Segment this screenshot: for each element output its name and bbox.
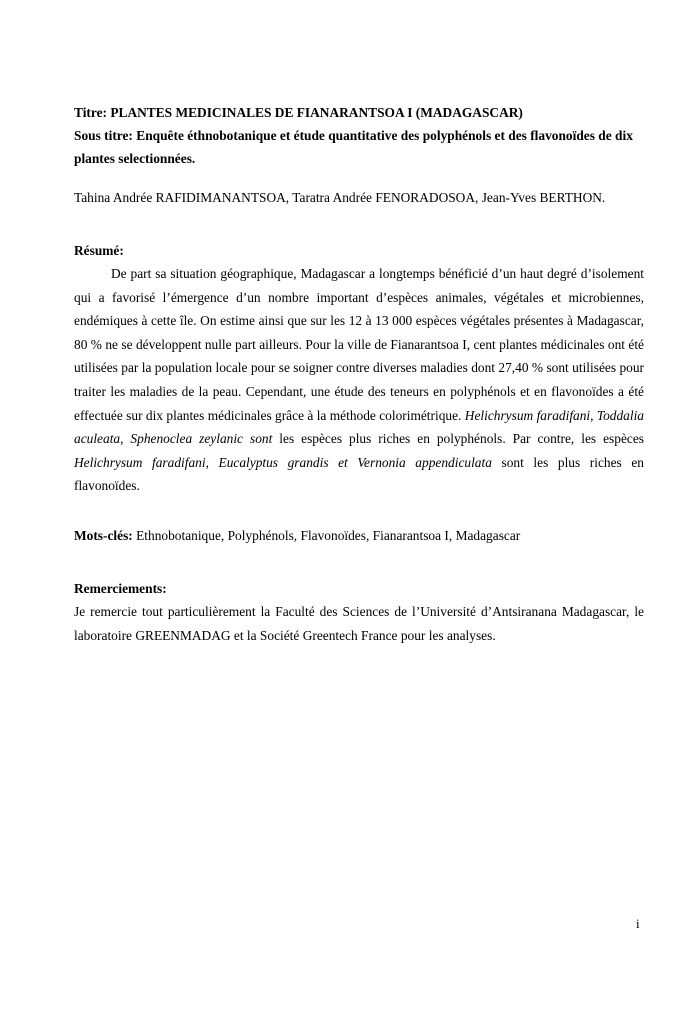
- abstract-text-2: les espèces plus riches en polyphénols. Par contre, les espèces: [272, 431, 644, 447]
- keywords-value: Ethnobotanique, Polyphénols, Flavonoïdes, Fianarantsoa I, Madagascar: [132, 527, 521, 543]
- title-block: [74, 101, 644, 170]
- document-title: PLANTES MEDICINALES DE FIANARANTSOA I (MADAGASCAR): [110, 105, 523, 120]
- subtitle-line: [74, 124, 644, 170]
- keywords-label: Mots-clés:: [74, 527, 133, 543]
- authors-line: Tahina Andrée RAFIDIMANANTSOA, Taratra Andrée FENORADOSOA, Jean-Yves BERTHON.: [74, 190, 606, 205]
- subtitle-label: Sous titre:: [74, 128, 133, 143]
- keywords-line: [74, 524, 644, 547]
- document-page: [74, 101, 644, 647]
- abstract-species-polyphenols: Helichrysum faradifani, Toddalia aculeata, Sphenoclea zeylanic sont: [74, 407, 645, 447]
- page-number: i: [636, 916, 640, 931]
- acknowledgements-heading: Remerciements:: [74, 580, 167, 596]
- abstract-text-1: De part sa situation géographique, Madagascar a longtemps bénéficié d’un haut degré d’isolement qui a favorisé l’émergence d’un nombre important d’espèces animales, végétales et microbiennes, endémiques à cette île. On estime ainsi que sur les 12 à 13 000 espèces végétales présentes à Madagascar, 80 % ne se développent nulle part ailleurs. Pour la ville de Fianarantsoa I, cent plantes médicinales ont été utilisées par la population locale pour se soigner contre diverses maladies dont 27,40 % sont utilisées pour traiter les maladies de la peau. Cependant, une étude des teneurs en polyphénols et en flavonoïdes a été effectuée sur dix plantes médicinales grâce à la méthode colorimétrique.: [74, 266, 644, 423]
- title-label: Titre:: [74, 105, 107, 120]
- abstract-paragraph: [74, 262, 644, 498]
- abstract-text-3: sont les plus riches en flavonoïdes.: [74, 454, 644, 494]
- document-subtitle: Enquête éthnobotanique et étude quantitative des polyphénols et des flavonoïdes de dix plantes selectionnées.: [74, 128, 633, 166]
- acknowledgements-paragraph: Je remercie tout particulièrement la Faculté des Sciences de l’Université d’Antsiranana Madagascar, le laboratoire GREENMADAG et la Société Greentech France pour les analyses.: [74, 603, 644, 643]
- abstract-heading: Résumé:: [74, 243, 124, 258]
- abstract-species-flavonoids: Helichrysum faradifani, Eucalyptus grandis et Vernonia appendiculata: [74, 454, 492, 470]
- title-line: [74, 101, 644, 124]
